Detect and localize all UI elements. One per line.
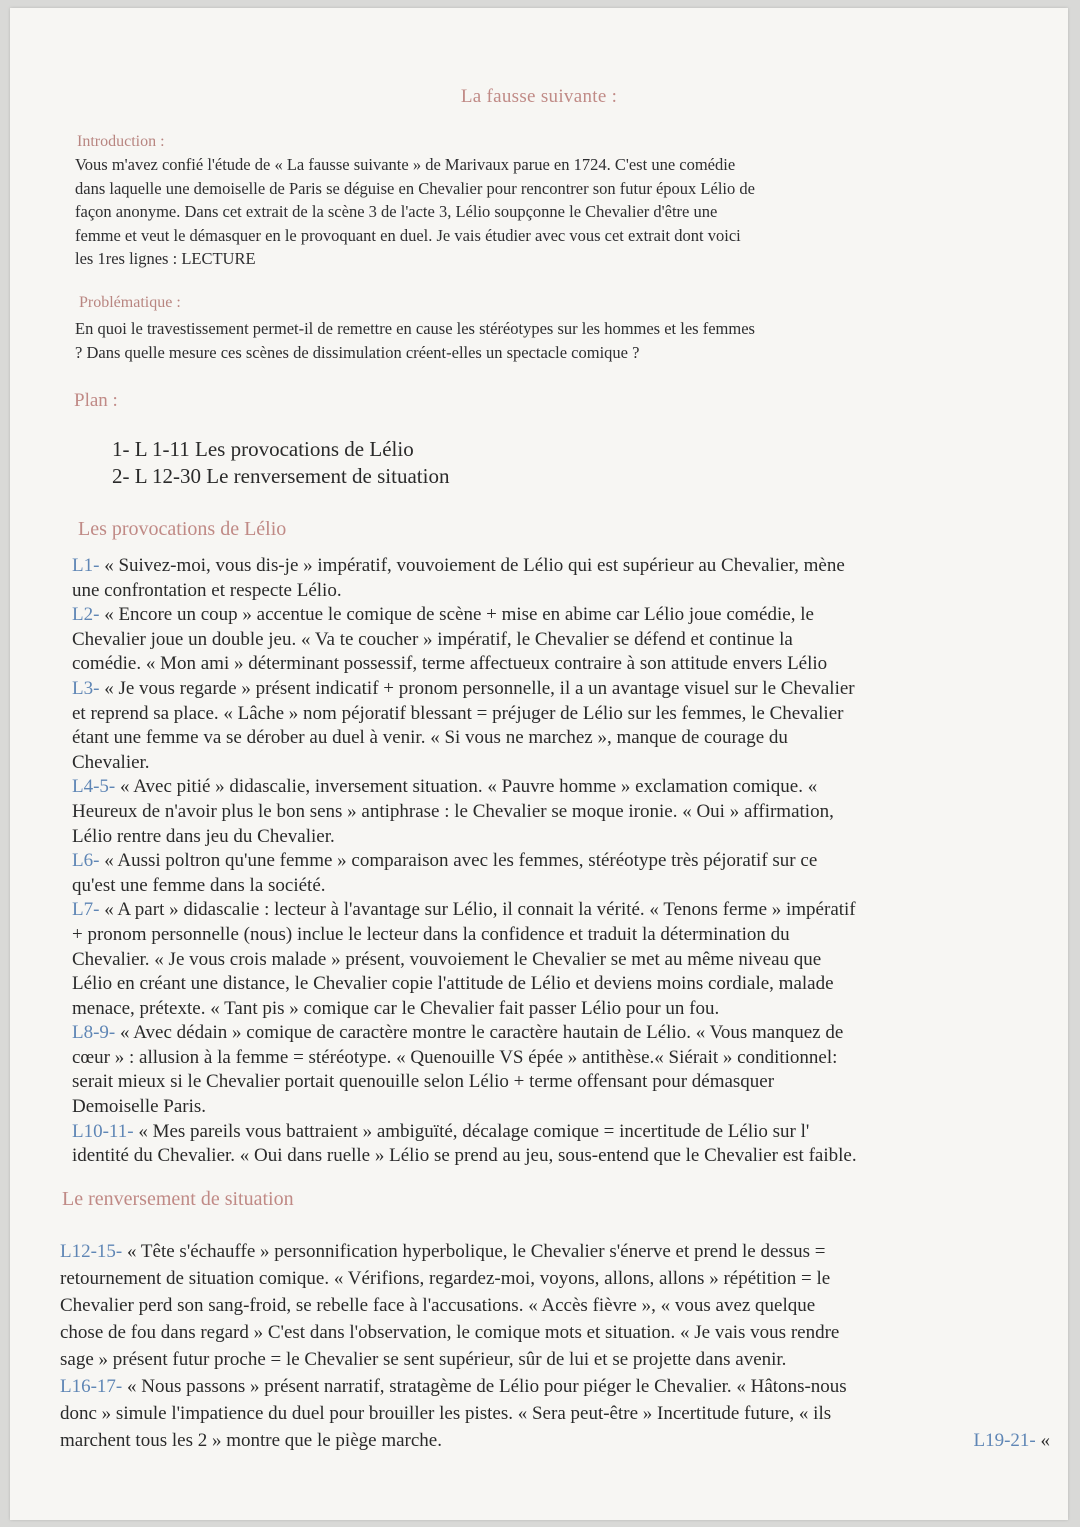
analysis-text: Chevalier joue un double jeu. « Va te coucher » impératif, le Chevalier se défend et continue la (72, 628, 793, 650)
analysis-text: une confrontation et respecte Lélio. (72, 579, 342, 601)
section-heading-renversement: Le renversement de situation (62, 1188, 294, 1210)
line-reference: L1- (72, 555, 100, 576)
analysis-text: « Suivez-moi, vous dis-je » impératif, vouvoiement de Lélio qui est supérieur au Chevalier, mène (99, 555, 845, 576)
analysis-line (72, 1095, 1057, 1120)
document-title: La fausse suivante : (460, 86, 618, 107)
intro-line: dans laquelle une demoiselle de Paris se déguise en Chevalier pour rencontrer son futur époux Lélio de (75, 178, 755, 198)
problematique-line: En quoi le travestissement permet-il de remettre en cause les stéréotypes sur les hommes et les femmes (75, 319, 755, 338)
analysis-text: identité du Chevalier. « Oui dans ruelle » Lélio se prend au jeu, sous-entend que le Chevalier est faible. (72, 1145, 857, 1167)
line-reference: L2- (72, 604, 100, 626)
analysis-line (72, 1021, 1057, 1046)
analysis-line (72, 652, 1057, 677)
section-renversement-body (60, 1238, 1045, 1454)
analysis-text: Heureux de n'avoir plus le bon sens » antiphrase : le Chevalier se moque ironie. « Oui » affirmation, (72, 800, 834, 822)
analysis-text: Chevalier perd son sang-froid, se rebelle face à l'accusations. « Accès fièvre », « vous avez quelque (60, 1295, 816, 1316)
analysis-text: retournement de situation comique. « Vérifions, regardez-moi, voyons, allons, allons » répétition = le (60, 1268, 831, 1289)
line-reference: L6- (72, 850, 100, 872)
document-page (10, 8, 1068, 1520)
analysis-text: qu'est une femme dans la société. (72, 874, 326, 896)
analysis-text: comédie. « Mon ami » déterminant possessif, terme affectueux contraire à son attitude envers Lélio (72, 653, 828, 675)
analysis-line (72, 554, 1057, 579)
line-reference: L19-21- (973, 1430, 1036, 1451)
line-reference: L12-15- (60, 1241, 123, 1262)
intro-heading: Introduction : (77, 133, 165, 150)
analysis-line (60, 1292, 1045, 1319)
analysis-text: donc » simule l'impatience du duel pour brouiller les pistes. « Sera peut-être » Incertitude future, « ils (60, 1403, 832, 1424)
section-provocations-body (72, 554, 1057, 1169)
analysis-line (72, 1144, 1057, 1169)
analysis-line (60, 1265, 1045, 1292)
analysis-text: « Mes pareils vous battraient » ambiguïté, décalage comique = incertitude de Lélio sur l' (133, 1120, 810, 1142)
line-reference: L10-11- (72, 1120, 134, 1142)
analysis-line (72, 702, 1057, 727)
line-reference: L4-5- (72, 776, 116, 798)
analysis-text: « A part » didascalie : lecteur à l'avantage sur Lélio, il connait la vérité. « Tenons ferme » impératif (99, 899, 856, 921)
analysis-line (72, 923, 1057, 948)
analysis-line (72, 579, 1057, 604)
analysis-line (60, 1319, 1045, 1346)
analysis-text: serait mieux si le Chevalier portait quenouille selon Lélio + terme offensant pour démasquer (72, 1071, 775, 1093)
analysis-text: cœur » : allusion à la femme = stéréotype. « Quenouille VS épée » antithèse.« Siérait » conditionnel: (72, 1046, 838, 1068)
section-heading-provocations: Les provocations de Lélio (78, 518, 287, 540)
analysis-text: Lélio rentre dans jeu du Chevalier. (72, 825, 335, 847)
analysis-text: « Je vous regarde » présent indicatif + pronom personnelle, il a un avantage visuel sur le Chevalier (99, 677, 855, 699)
continuation-note (973, 1430, 1050, 1452)
analysis-line (72, 825, 1057, 850)
analysis-line (60, 1400, 1045, 1427)
line-reference: L3- (72, 677, 100, 699)
analysis-line (72, 997, 1057, 1022)
analysis-line (72, 751, 1057, 776)
plan-item: 1- L 1-11 Les provocations de Lélio (112, 437, 414, 461)
analysis-text: « Tête s'échauffe » personnification hyperbolique, le Chevalier s'énerve et prend le dessus = (122, 1241, 826, 1262)
plan-list (112, 436, 449, 490)
analysis-text: et reprend sa place. « Lâche » nom péjoratif blessant = préjuger de Lélio sur les femmes, le Chevalier (72, 702, 844, 724)
intro-line: les 1res lignes : LECTURE (75, 249, 256, 268)
line-reference: L16-17- (60, 1376, 123, 1397)
analysis-text: « Nous passons » présent narratif, stratagème de Lélio pour piéger le Chevalier. « Hâtons-nous (122, 1376, 847, 1397)
analysis-line (60, 1373, 1045, 1400)
analysis-line (72, 1120, 1057, 1145)
plan-item: 2- L 12-30 Le renversement de situation (112, 464, 450, 488)
analysis-line (60, 1427, 1045, 1454)
analysis-text: « Aussi poltron qu'une femme » comparaison avec les femmes, stéréotype très péjoratif sur ce (99, 850, 818, 872)
analysis-text: chose de fou dans regard » C'est dans l'observation, le comique mots et situation. « Je vais vous rendre (60, 1322, 840, 1343)
analysis-line (72, 898, 1057, 923)
analysis-text: menace, prétexte. « Tant pis » comique car le Chevalier fait passer Lélio pour un fou. (72, 997, 720, 1019)
analysis-text: étant une femme va se dérober au duel à venir. « Si vous ne marchez », manque de courage du (72, 727, 788, 749)
analysis-text: « (1035, 1430, 1050, 1451)
analysis-text: Demoiselle Paris. (72, 1096, 207, 1118)
analysis-line (60, 1346, 1045, 1373)
problematique-line: ? Dans quelle mesure ces scènes de dissimulation créent-elles un spectacle comique ? (75, 342, 640, 362)
analysis-line (72, 849, 1057, 874)
analysis-text: Chevalier. « Je vous crois malade » présent, vouvoiement le Chevalier se met au même niveau que (72, 948, 822, 970)
analysis-text: « Encore un coup » accentue le comique de scène + mise en abime car Lélio joue comédie, le (99, 604, 814, 626)
analysis-text: marchent tous les 2 » montre que le piège marche. (60, 1430, 442, 1451)
analysis-line (72, 1070, 1057, 1095)
analysis-line (72, 726, 1057, 751)
problematique-paragraph (75, 317, 1060, 364)
line-reference: L8-9- (72, 1022, 116, 1044)
analysis-line (72, 603, 1057, 628)
analysis-text: « Avec pitié » didascalie, inversement situation. « Pauvre homme » exclamation comique. « (115, 776, 818, 798)
analysis-line (72, 800, 1057, 825)
analysis-line (72, 948, 1057, 973)
analysis-text: + pronom personnelle (nous) inclue le lecteur dans la confidence et traduit la détermination du (72, 923, 790, 945)
analysis-text: Lélio en créant une distance, le Chevalier copie l'attitude de Lélio et deviens moins cordiale, malade (72, 973, 834, 995)
analysis-line (60, 1238, 1045, 1265)
analysis-text: Chevalier. (72, 751, 150, 773)
analysis-line (72, 874, 1057, 899)
analysis-line (72, 1046, 1057, 1071)
intro-line: Vous m'avez confié l'étude de « La fausse suivante » de Marivaux parue en 1724. C'est une comédie (75, 155, 736, 174)
analysis-text: « Avec dédain » comique de caractère montre le caractère hautain de Lélio. « Vous manquez de (115, 1022, 844, 1044)
intro-paragraph (75, 153, 1060, 271)
analysis-line (72, 775, 1057, 800)
line-reference: L7- (72, 899, 100, 921)
problematique-heading: Problématique : (79, 294, 181, 311)
plan-label: Plan : (74, 390, 118, 411)
analysis-line (72, 677, 1057, 702)
intro-line: façon anonyme. Dans cet extrait de la scène 3 de l'acte 3, Lélio soupçonne le Chevalier d'être une (75, 202, 718, 221)
analysis-line (72, 972, 1057, 997)
analysis-line (72, 628, 1057, 653)
analysis-text: sage » présent futur proche = le Chevalier se sent supérieur, sûr de lui et se projette dans avenir. (60, 1349, 787, 1370)
intro-line: femme et veut le démasquer en le provoquant en duel. Je vais étudier avec vous cet extrait dont voici (75, 225, 741, 245)
